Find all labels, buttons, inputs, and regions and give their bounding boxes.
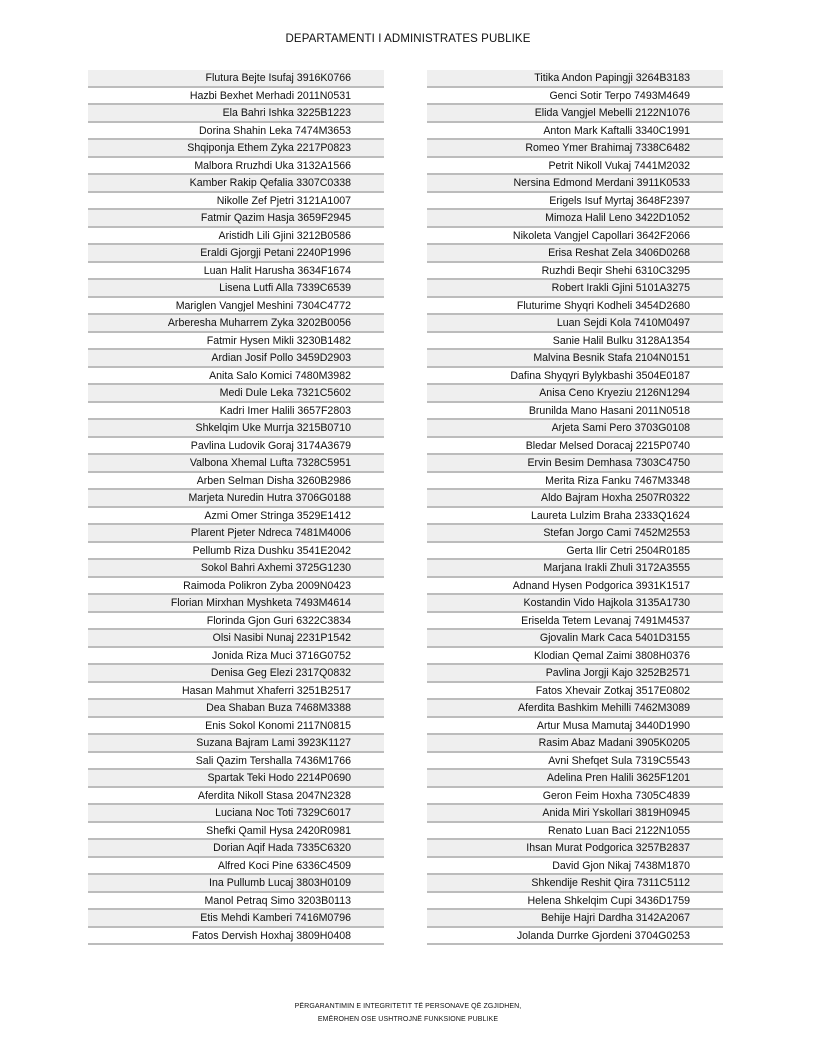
name-row: Jolanda Durrke Gjordeni 3704G0253: [427, 928, 723, 946]
name-row: Ihsan Murat Podgorica 3257B2837: [427, 840, 723, 858]
name-row: Avni Shefqet Sula 7319C5543: [427, 753, 723, 771]
name-row: Lisena Lutfi Alla 7339C6539: [88, 280, 384, 298]
footer-line-2: EMËROHEN OSE USHTROJNË FUNKSIONE PUBLIKE: [317, 1016, 499, 1023]
name-row: Arben Selman Disha 3260B2986: [88, 473, 384, 491]
name-row: Shkelqim Uke Murrja 3215B0710: [88, 420, 384, 438]
name-row: Nikoleta Vangjel Capollari 3642F2066: [427, 228, 723, 246]
footer-line-1: PËRGARANTIMIN E INTEGRITETIT TË PERSONAVE QË ZGJIDHEN,: [294, 1003, 522, 1010]
name-row: Ervin Besim Demhasa 7303C4750: [427, 455, 723, 473]
name-row: Enis Sokol Konomi 2117N0815: [88, 718, 384, 736]
name-row: Robert Irakli Gjini 5101A3275: [427, 280, 723, 298]
right-name-column: [427, 70, 723, 945]
name-row: Denisa Geg Elezi 2317Q0832: [88, 665, 384, 683]
name-row: Nikolle Zef Pjetri 3121A1007: [88, 193, 384, 211]
name-row: Sokol Bahri Axhemi 3725G1230: [88, 560, 384, 578]
name-row: Renato Luan Baci 2122N1055: [427, 823, 723, 841]
name-row: Shqiponja Ethem Zyka 2217P0823: [88, 140, 384, 158]
name-row: Marjeta Nuredin Hutra 3706G0188: [88, 490, 384, 508]
name-row: Anton Mark Kaftalli 3340C1991: [427, 123, 723, 141]
name-row: Ela Bahri Ishka 3225B1223: [88, 105, 384, 123]
name-row: Behije Hajri Dardha 3142A2067: [427, 910, 723, 928]
name-row: Merita Riza Fanku 7467M3348: [427, 473, 723, 491]
name-row: Aldo Bajram Hoxha 2507R0322: [427, 490, 723, 508]
name-row: Stefan Jorgo Cami 7452M2553: [427, 525, 723, 543]
name-row: Helena Shkelqim Cupi 3436D1759: [427, 893, 723, 911]
name-row: Fatos Dervish Hoxhaj 3809H0408: [88, 928, 384, 946]
name-row: Rasim Abaz Madani 3905K0205: [427, 735, 723, 753]
name-row: Petrit Nikoll Vukaj 7441M2032: [427, 158, 723, 176]
name-row: Hasan Mahmut Xhaferri 3251B2517: [88, 683, 384, 701]
name-row: Manol Petraq Simo 3203B0113: [88, 893, 384, 911]
name-row: Romeo Ymer Brahimaj 7338C6482: [427, 140, 723, 158]
name-row: Ruzhdi Beqir Shehi 6310C3295: [427, 263, 723, 281]
name-row: Arjeta Sami Pero 3703G0108: [427, 420, 723, 438]
name-row: Dafina Shyqyri Bylykbashi 3504E0187: [427, 368, 723, 386]
name-row: Nersina Edmond Merdani 3911K0533: [427, 175, 723, 193]
name-row: Raimoda Polikron Zyba 2009N0423: [88, 578, 384, 596]
page-title: DEPARTAMENTI I ADMINISTRATES PUBLIKE: [285, 33, 531, 45]
name-row: Flutura Bejte Isufaj 3916K0766: [88, 70, 384, 88]
name-row: Shefki Qamil Hysa 2420R0981: [88, 823, 384, 841]
name-row: Geron Feim Hoxha 7305C4839: [427, 788, 723, 806]
footer: [0, 1000, 816, 1026]
name-row: Erigels Isuf Myrtaj 3648F2397: [427, 193, 723, 211]
name-row: Ardian Josif Pollo 3459D2903: [88, 350, 384, 368]
name-row: Mariglen Vangjel Meshini 7304C4772: [88, 298, 384, 316]
name-row: Pellumb Riza Dushku 3541E2042: [88, 543, 384, 561]
name-row: Laureta Lulzim Braha 2333Q1624: [427, 508, 723, 526]
name-row: Kadri Imer Halili 3657F2803: [88, 403, 384, 421]
name-row: Etis Mehdi Kamberi 7416M0796: [88, 910, 384, 928]
name-row: Mimoza Halil Leno 3422D1052: [427, 210, 723, 228]
name-row: Aferdita Nikoll Stasa 2047N2328: [88, 788, 384, 806]
name-row: Olsi Nasibi Nunaj 2231P1542: [88, 630, 384, 648]
name-row: Suzana Bajram Lami 3923K1127: [88, 735, 384, 753]
name-row: Pavlina Ludovik Goraj 3174A3679: [88, 438, 384, 456]
name-row: Medi Dule Leka 7321C5602: [88, 385, 384, 403]
name-row: Fatos Xhevair Zotkaj 3517E0802: [427, 683, 723, 701]
name-row: Titika Andon Papingji 3264B3183: [427, 70, 723, 88]
name-row: Malbora Rruzhdi Uka 3132A1566: [88, 158, 384, 176]
name-row: Jonida Riza Muci 3716G0752: [88, 648, 384, 666]
name-row: Fatmir Qazim Hasja 3659F2945: [88, 210, 384, 228]
name-row: Spartak Teki Hodo 2214P0690: [88, 770, 384, 788]
name-row: Luan Halit Harusha 3634F1674: [88, 263, 384, 281]
name-row: Dorian Aqif Hada 7335C6320: [88, 840, 384, 858]
name-row: Fluturime Shyqri Kodheli 3454D2680: [427, 298, 723, 316]
name-row: Ina Pullumb Lucaj 3803H0109: [88, 875, 384, 893]
name-row: Genci Sotir Terpo 7493M4649: [427, 88, 723, 106]
name-row: Hazbi Bexhet Merhadi 2011N0531: [88, 88, 384, 106]
name-row: David Gjon Nikaj 7438M1870: [427, 858, 723, 876]
name-row: Gerta Ilir Cetri 2504R0185: [427, 543, 723, 561]
name-row: Arberesha Muharrem Zyka 3202B0056: [88, 315, 384, 333]
name-row: Sali Qazim Tershalla 7436M1766: [88, 753, 384, 771]
name-row: Bledar Melsed Doracaj 2215P0740: [427, 438, 723, 456]
name-row: Elida Vangjel Mebelli 2122N1076: [427, 105, 723, 123]
name-row: Aristidh Lili Gjini 3212B0586: [88, 228, 384, 246]
name-row: Dorina Shahin Leka 7474M3653: [88, 123, 384, 141]
name-row: Azmi Omer Stringa 3529E1412: [88, 508, 384, 526]
name-row: Artur Musa Mamutaj 3440D1990: [427, 718, 723, 736]
name-row: Pavlina Jorgji Kajo 3252B2571: [427, 665, 723, 683]
name-row: Anida Miri Yskollari 3819H0945: [427, 805, 723, 823]
name-row: Marjana Irakli Zhuli 3172A3555: [427, 560, 723, 578]
name-row: Fatmir Hysen Mikli 3230B1482: [88, 333, 384, 351]
name-row: Luciana Noc Toti 7329C6017: [88, 805, 384, 823]
left-name-column: [88, 70, 384, 945]
name-row: Kostandin Vido Hajkola 3135A1730: [427, 595, 723, 613]
name-row: Klodian Qemal Zaimi 3808H0376: [427, 648, 723, 666]
name-row: Anita Salo Komici 7480M3982: [88, 368, 384, 386]
name-row: Brunilda Mano Hasani 2011N0518: [427, 403, 723, 421]
name-row: Malvina Besnik Stafa 2104N0151: [427, 350, 723, 368]
name-row: Plarent Pjeter Ndreca 7481M4006: [88, 525, 384, 543]
name-row: Eraldi Gjorgji Petani 2240P1996: [88, 245, 384, 263]
name-row: Adnand Hysen Podgorica 3931K1517: [427, 578, 723, 596]
name-row: Sanie Halil Bulku 3128A1354: [427, 333, 723, 351]
name-row: Adelina Pren Halili 3625F1201: [427, 770, 723, 788]
name-row: Kamber Rakip Qefalia 3307C0338: [88, 175, 384, 193]
name-row: Erisa Reshat Zela 3406D0268: [427, 245, 723, 263]
name-row: Valbona Xhemal Lufta 7328C5951: [88, 455, 384, 473]
name-row: Eriselda Tetem Levanaj 7491M4537: [427, 613, 723, 631]
name-row: Gjovalin Mark Caca 5401D3155: [427, 630, 723, 648]
name-row: Dea Shaban Buza 7468M3388: [88, 700, 384, 718]
name-row: Florinda Gjon Guri 6322C3834: [88, 613, 384, 631]
name-row: Florian Mirxhan Myshketa 7493M4614: [88, 595, 384, 613]
name-row: Shkendije Reshit Qira 7311C5112: [427, 875, 723, 893]
name-row: Alfred Koci Pine 6336C4509: [88, 858, 384, 876]
name-row: Luan Sejdi Kola 7410M0497: [427, 315, 723, 333]
name-row: Aferdita Bashkim Mehilli 7462M3089: [427, 700, 723, 718]
name-row: Anisa Ceno Kryeziu 2126N1294: [427, 385, 723, 403]
